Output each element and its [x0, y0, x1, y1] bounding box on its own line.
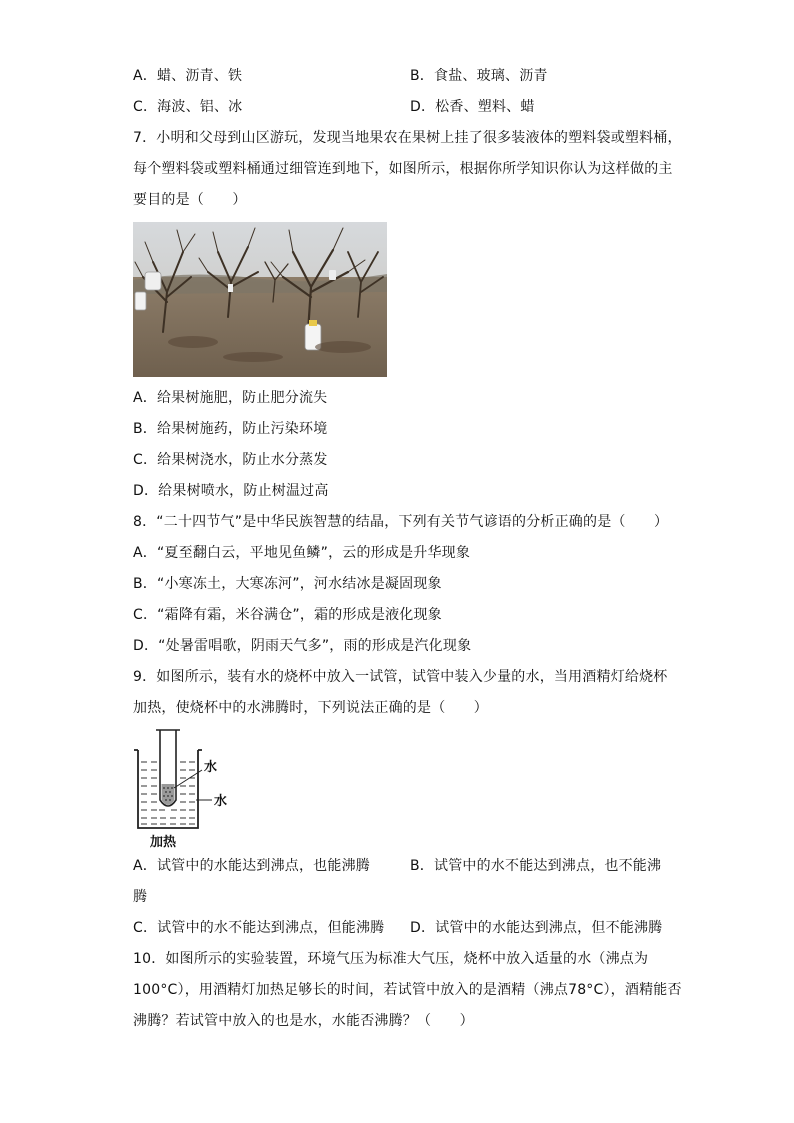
- beaker-test-tube-diagram: [130, 728, 235, 850]
- q8-option-a: A．“夏至翻白云，平地见鱼鳞”，云的形成是升华现象: [133, 545, 471, 561]
- q9-option-b-line-2: 腾: [133, 889, 148, 905]
- q8-option-d: D．“处暑雷唱歌，阴雨天气多”，雨的形成是汽化现象: [133, 638, 472, 654]
- q7-option-b: B．给果树施药，防止污染环境: [133, 421, 328, 437]
- q9-option-c: C．试管中的水不能达到沸点，但能沸腾: [133, 920, 385, 936]
- q9-option-d: D．试管中的水能达到沸点，但不能沸腾: [410, 920, 663, 936]
- q10-stem-line-2: 100°C），用酒精灯加热足够长的时间，若试管中放入的是酒精（沸点78°C），酒精能否: [133, 982, 682, 998]
- q9-option-a: A．试管中的水能达到沸点，也能沸腾: [133, 858, 370, 874]
- q7-option-c: C．给果树浇水，防止水分蒸发: [133, 452, 328, 468]
- q9-stem-line-2: 加热，使烧杯中的水沸腾时，下列说法正确的是（ ）: [133, 700, 488, 716]
- beaker-water-label: 水: [214, 794, 228, 809]
- q9-stem-line-1: 9．如图所示，装有水的烧杯中放入一试管，试管中装入少量的水，当用酒精灯给烧杯: [133, 669, 668, 685]
- q10-stem-line-1: 10．如图所示的实验装置，环境气压为标准大气压，烧杯中放入适量的水（沸点为: [133, 951, 649, 967]
- q10-stem-line-3: 沸腾？若试管中放入的也是水，水能否沸腾？（ ）: [133, 1013, 474, 1029]
- orchard-photo: [133, 222, 387, 377]
- q6-option-c: C．海波、铝、冰: [133, 99, 243, 115]
- q7-stem-line-1: 7．小明和父母到山区游玩，发现当地果农在果树上挂了很多装液体的塑料袋或塑料桶，: [133, 130, 682, 146]
- q7-option-d: D．给果树喷水，防止树温过高: [133, 483, 329, 499]
- q8-stem: 8．“二十四节气”是中华民族智慧的结晶，下列有关节气谚语的分析正确的是（ ）: [133, 514, 669, 530]
- q6-option-a: A．蜡、沥青、铁: [133, 68, 243, 84]
- q9-option-b-line-1: B．试管中的水不能达到沸点，也不能沸: [410, 858, 662, 874]
- q8-option-b: B．“小寒冻土，大寒冻河”，河水结冰是凝固现象: [133, 576, 442, 592]
- q8-option-c: C．“霜降有霜，米谷满仓”，霜的形成是液化现象: [133, 607, 442, 623]
- q7-option-a: A．给果树施肥，防止肥分流失: [133, 390, 328, 406]
- tube-water-label: 水: [204, 760, 218, 775]
- q7-stem-line-2: 每个塑料袋或塑料桶通过细管连到地下，如图所示，根据你所学知识你认为这样做的主: [133, 161, 673, 177]
- q7-stem-line-3: 要目的是（ ）: [133, 192, 247, 208]
- heat-label: 加热: [150, 835, 177, 850]
- q6-option-d: D．松香、塑料、蜡: [410, 99, 535, 115]
- q6-option-b: B．食盐、玻璃、沥青: [410, 68, 548, 84]
